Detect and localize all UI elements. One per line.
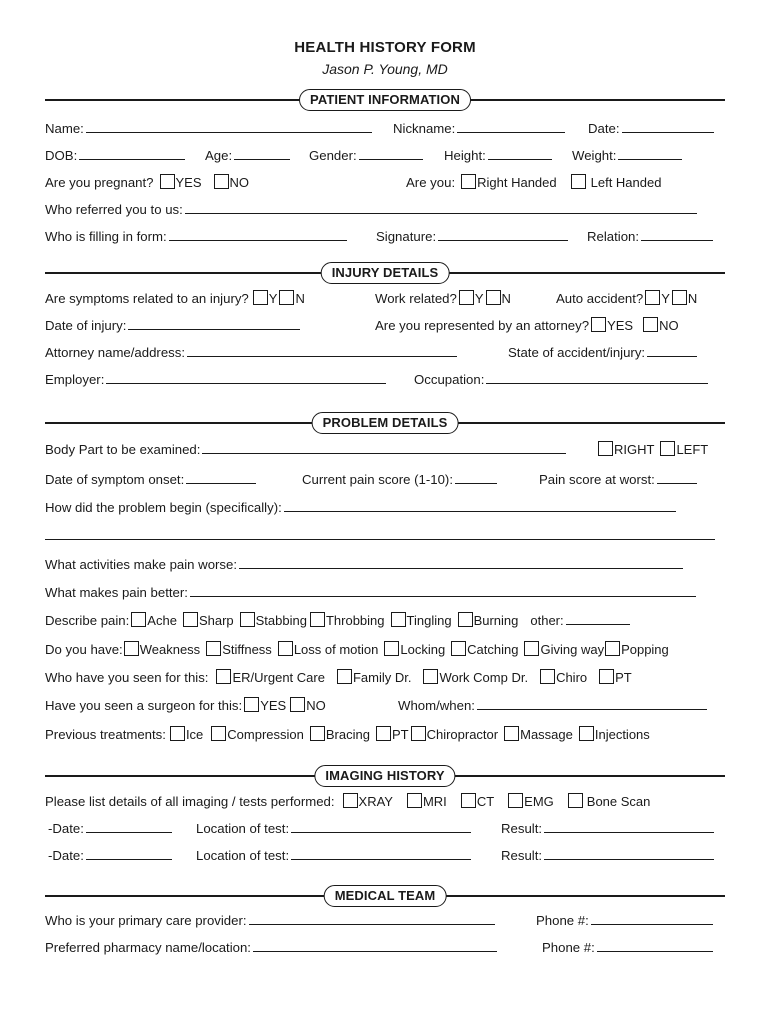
physician-name: Jason P. Young, MD bbox=[322, 61, 448, 77]
symptom-label: Weakness bbox=[139, 642, 201, 657]
imaging-date-field[interactable] bbox=[86, 820, 172, 833]
how-begin-field-continued[interactable] bbox=[45, 527, 715, 540]
work-related-y-checkbox[interactable] bbox=[459, 290, 474, 305]
signature-label: Signature: bbox=[376, 229, 437, 244]
treatment-checkbox[interactable] bbox=[504, 726, 519, 741]
work-related-label: Work related? bbox=[375, 291, 457, 306]
imaging-date-label: -Date: bbox=[48, 848, 84, 863]
imaging-list-label: Please list details of all imaging / tests performed: bbox=[45, 794, 335, 809]
pain-type-checkbox[interactable] bbox=[310, 612, 325, 627]
pain-type-checkbox[interactable] bbox=[131, 612, 146, 627]
treatment-checkbox[interactable] bbox=[579, 726, 594, 741]
treatment-label: Chiropractor bbox=[426, 727, 499, 742]
other-pain-field[interactable] bbox=[566, 612, 630, 625]
imaging-test-label: MRI bbox=[422, 794, 447, 809]
right-side-checkbox[interactable] bbox=[598, 441, 613, 456]
provider-checkbox[interactable] bbox=[337, 669, 352, 684]
attorney-no-checkbox[interactable] bbox=[643, 317, 658, 332]
left-side-label: LEFT bbox=[676, 442, 709, 457]
referred-field[interactable] bbox=[185, 201, 697, 214]
surgeon-yes-label: YES bbox=[260, 698, 287, 713]
do-you-have-label: Do you have: bbox=[45, 642, 123, 657]
section-header-problem: PROBLEM DETAILS bbox=[312, 412, 459, 434]
symptom-checkbox[interactable] bbox=[384, 641, 399, 656]
pharmacy-phone-label: Phone #: bbox=[542, 940, 595, 955]
imaging-result-field[interactable] bbox=[544, 847, 714, 860]
treatment-label: Compression bbox=[227, 727, 304, 742]
symptom-checkbox[interactable] bbox=[451, 641, 466, 656]
filling-label: Who is filling in form: bbox=[45, 229, 167, 244]
gender-field[interactable] bbox=[359, 147, 423, 160]
referred-label: Who referred you to us: bbox=[45, 202, 183, 217]
symptom-label: Loss of motion bbox=[293, 642, 379, 657]
symptom-label: Locking bbox=[400, 642, 446, 657]
injury-related-n-label: N bbox=[295, 291, 305, 306]
treatment-checkbox[interactable] bbox=[376, 726, 391, 741]
pain-type-checkbox[interactable] bbox=[240, 612, 255, 627]
primary-care-field[interactable] bbox=[249, 912, 495, 925]
section-header-imaging: IMAGING HISTORY bbox=[314, 765, 455, 787]
attorney-label: Are you represented by an attorney? bbox=[375, 318, 590, 333]
handedness-label: Are you: bbox=[406, 175, 456, 190]
imaging-location-field[interactable] bbox=[291, 820, 471, 833]
treatment-label: Bracing bbox=[325, 727, 370, 742]
body-part-field[interactable] bbox=[202, 441, 566, 454]
pain-type-checkbox[interactable] bbox=[183, 612, 198, 627]
attorney-no-label: NO bbox=[659, 318, 679, 333]
pharmacy-field[interactable] bbox=[253, 939, 497, 952]
date-label: Date: bbox=[588, 121, 620, 136]
name-field[interactable] bbox=[86, 120, 372, 133]
seen-label: Who have you seen for this: bbox=[45, 670, 209, 685]
age-label: Age: bbox=[205, 148, 233, 163]
imaging-location-label: Location of test: bbox=[196, 821, 290, 836]
imaging-test-label: EMG bbox=[524, 794, 554, 809]
pain-type-checkbox[interactable] bbox=[391, 612, 406, 627]
primary-phone-field[interactable] bbox=[591, 912, 713, 925]
pregnant-label: Are you pregnant? bbox=[45, 175, 154, 190]
imaging-result-label: Result: bbox=[501, 821, 543, 836]
how-begin-field[interactable] bbox=[284, 499, 676, 512]
work-related-n-label: N bbox=[501, 291, 511, 306]
work-related-n-checkbox[interactable] bbox=[486, 290, 501, 305]
dob-field[interactable] bbox=[79, 147, 185, 160]
describe-pain-label: Describe pain: bbox=[45, 613, 130, 628]
injury-related-label: Are symptoms related to an injury? bbox=[45, 291, 249, 306]
pregnant-no-label: NO bbox=[229, 175, 250, 190]
imaging-date-field[interactable] bbox=[86, 847, 172, 860]
provider-checkbox[interactable] bbox=[599, 669, 614, 684]
auto-accident-n-label: N bbox=[687, 291, 698, 306]
date-field[interactable] bbox=[622, 120, 714, 133]
whom-when-label: Whom/when: bbox=[398, 698, 475, 713]
better-label: What makes pain better: bbox=[45, 585, 188, 600]
work-related-y-label: Y bbox=[474, 291, 484, 306]
primary-phone-label: Phone #: bbox=[536, 913, 589, 928]
imaging-test-checkbox[interactable] bbox=[568, 793, 583, 808]
provider-label: Work Comp Dr. bbox=[439, 670, 529, 685]
section-header-patient: PATIENT INFORMATION bbox=[299, 89, 471, 111]
left-handed-label: Left Handed bbox=[590, 175, 662, 190]
pharmacy-label: Preferred pharmacy name/location: bbox=[45, 940, 251, 955]
treatment-label: PT bbox=[391, 727, 409, 742]
weight-label: Weight: bbox=[572, 148, 617, 163]
surgeon-no-label: NO bbox=[306, 698, 326, 713]
date-of-injury-label: Date of injury: bbox=[45, 318, 127, 333]
treatment-checkbox[interactable] bbox=[411, 726, 426, 741]
pain-type-label: Tingling bbox=[406, 613, 452, 628]
symptom-label: Giving way bbox=[540, 642, 605, 657]
date-of-injury-field[interactable] bbox=[128, 317, 300, 330]
surgeon-no-checkbox[interactable] bbox=[290, 697, 305, 712]
imaging-result-label: Result: bbox=[501, 848, 543, 863]
whom-when-field[interactable] bbox=[477, 697, 707, 710]
employer-field[interactable] bbox=[106, 371, 386, 384]
section-header-medical: MEDICAL TEAM bbox=[324, 885, 447, 907]
attorney-yes-label: YES bbox=[607, 318, 634, 333]
onset-label: Date of symptom onset: bbox=[45, 472, 185, 487]
pain-type-checkbox[interactable] bbox=[458, 612, 473, 627]
state-label: State of accident/injury: bbox=[508, 345, 646, 360]
pain-type-label: Ache bbox=[147, 613, 177, 628]
age-field[interactable] bbox=[234, 147, 290, 160]
weight-field[interactable] bbox=[618, 147, 682, 160]
pregnant-yes-checkbox[interactable] bbox=[160, 174, 175, 189]
treatment-label: Massage bbox=[520, 727, 573, 742]
symptom-label: Popping bbox=[621, 642, 669, 657]
better-field[interactable] bbox=[190, 584, 696, 597]
pregnant-no-checkbox[interactable] bbox=[214, 174, 229, 189]
treatment-checkbox[interactable] bbox=[211, 726, 226, 741]
state-field[interactable] bbox=[647, 344, 697, 357]
nickname-field[interactable] bbox=[457, 120, 565, 133]
employer-label: Employer: bbox=[45, 372, 105, 387]
occupation-label: Occupation: bbox=[414, 372, 485, 387]
imaging-location-field[interactable] bbox=[291, 847, 471, 860]
auto-accident-y-checkbox[interactable] bbox=[645, 290, 660, 305]
height-label: Height: bbox=[444, 148, 486, 163]
treatment-label: Ice bbox=[185, 727, 204, 742]
worse-field[interactable] bbox=[239, 556, 683, 569]
treatment-label: Injections bbox=[594, 727, 650, 742]
auto-accident-label: Auto accident? bbox=[556, 291, 644, 306]
relation-field[interactable] bbox=[641, 228, 713, 241]
filling-field[interactable] bbox=[169, 228, 347, 241]
pain-type-label: Burning bbox=[473, 613, 519, 628]
imaging-location-label: Location of test: bbox=[196, 848, 290, 863]
right-handed-checkbox[interactable] bbox=[461, 174, 476, 189]
auto-accident-y-label: Y bbox=[661, 291, 670, 306]
attorney-name-field[interactable] bbox=[187, 344, 457, 357]
body-part-label: Body Part to be examined: bbox=[45, 442, 201, 457]
imaging-test-label: Bone Scan bbox=[586, 794, 651, 809]
pain-type-label: Sharp bbox=[198, 613, 234, 628]
pharmacy-phone-field[interactable] bbox=[597, 939, 713, 952]
imaging-test-label: CT bbox=[476, 794, 495, 809]
pregnant-yes-label: YES bbox=[175, 175, 202, 190]
nickname-label: Nickname: bbox=[393, 121, 456, 136]
right-handed-label: Right Handed bbox=[477, 175, 557, 190]
imaging-test-checkbox[interactable] bbox=[407, 793, 422, 808]
symptom-checkbox[interactable] bbox=[605, 641, 620, 656]
auto-accident-n-checkbox[interactable] bbox=[672, 290, 687, 305]
name-label: Name: bbox=[45, 121, 84, 136]
imaging-result-field[interactable] bbox=[544, 820, 714, 833]
surgeon-yes-checkbox[interactable] bbox=[244, 697, 259, 712]
provider-label: ER/Urgent Care bbox=[232, 670, 325, 685]
pain-type-label: Throbbing bbox=[325, 613, 385, 628]
treatment-checkbox[interactable] bbox=[310, 726, 325, 741]
provider-checkbox[interactable] bbox=[216, 669, 231, 684]
previous-treatments-label: Previous treatments: bbox=[45, 727, 166, 742]
injury-related-y-label: Y bbox=[268, 291, 278, 306]
section-header-injury: INJURY DETAILS bbox=[321, 262, 450, 284]
worse-label: What activities make pain worse: bbox=[45, 557, 238, 572]
left-side-checkbox[interactable] bbox=[660, 441, 675, 456]
injury-related-y-checkbox[interactable] bbox=[253, 290, 268, 305]
form-title: HEALTH HISTORY FORM bbox=[294, 39, 476, 56]
symptom-checkbox[interactable] bbox=[124, 641, 139, 656]
provider-checkbox[interactable] bbox=[423, 669, 438, 684]
imaging-date-label: -Date: bbox=[48, 821, 84, 836]
imaging-test-checkbox[interactable] bbox=[461, 793, 476, 808]
surgeon-label: Have you seen a surgeon for this: bbox=[45, 698, 243, 713]
worst-pain-field[interactable] bbox=[657, 471, 697, 484]
imaging-test-checkbox[interactable] bbox=[343, 793, 358, 808]
worst-pain-label: Pain score at worst: bbox=[539, 472, 655, 487]
current-pain-field[interactable] bbox=[455, 471, 497, 484]
symptom-checkbox[interactable] bbox=[278, 641, 293, 656]
onset-field[interactable] bbox=[186, 471, 256, 484]
injury-related-n-checkbox[interactable] bbox=[279, 290, 294, 305]
imaging-test-checkbox[interactable] bbox=[508, 793, 523, 808]
provider-label: Family Dr. bbox=[352, 670, 412, 685]
provider-checkbox[interactable] bbox=[540, 669, 555, 684]
provider-label: PT bbox=[615, 670, 632, 685]
dob-label: DOB: bbox=[45, 148, 78, 163]
attorney-name-label: Attorney name/address: bbox=[45, 345, 186, 360]
attorney-yes-checkbox[interactable] bbox=[591, 317, 606, 332]
height-field[interactable] bbox=[488, 147, 552, 160]
current-pain-label: Current pain score (1-10): bbox=[302, 472, 453, 487]
how-begin-label: How did the problem begin (specifically): bbox=[45, 500, 282, 515]
left-handed-checkbox[interactable] bbox=[571, 174, 586, 189]
provider-label: Chiro bbox=[556, 670, 588, 685]
pain-type-label: Stabbing bbox=[255, 613, 307, 628]
primary-care-label: Who is your primary care provider: bbox=[45, 913, 247, 928]
relation-label: Relation: bbox=[587, 229, 640, 244]
treatment-checkbox[interactable] bbox=[170, 726, 185, 741]
right-side-label: RIGHT bbox=[614, 442, 655, 457]
gender-label: Gender: bbox=[309, 148, 357, 163]
other-pain-label: other: bbox=[530, 613, 564, 628]
signature-field[interactable] bbox=[438, 228, 568, 241]
symptom-label: Catching bbox=[467, 642, 519, 657]
symptom-label: Stiffness bbox=[222, 642, 272, 657]
imaging-test-label: XRAY bbox=[358, 794, 393, 809]
symptom-checkbox[interactable] bbox=[524, 641, 539, 656]
symptom-checkbox[interactable] bbox=[206, 641, 221, 656]
occupation-field[interactable] bbox=[486, 371, 708, 384]
